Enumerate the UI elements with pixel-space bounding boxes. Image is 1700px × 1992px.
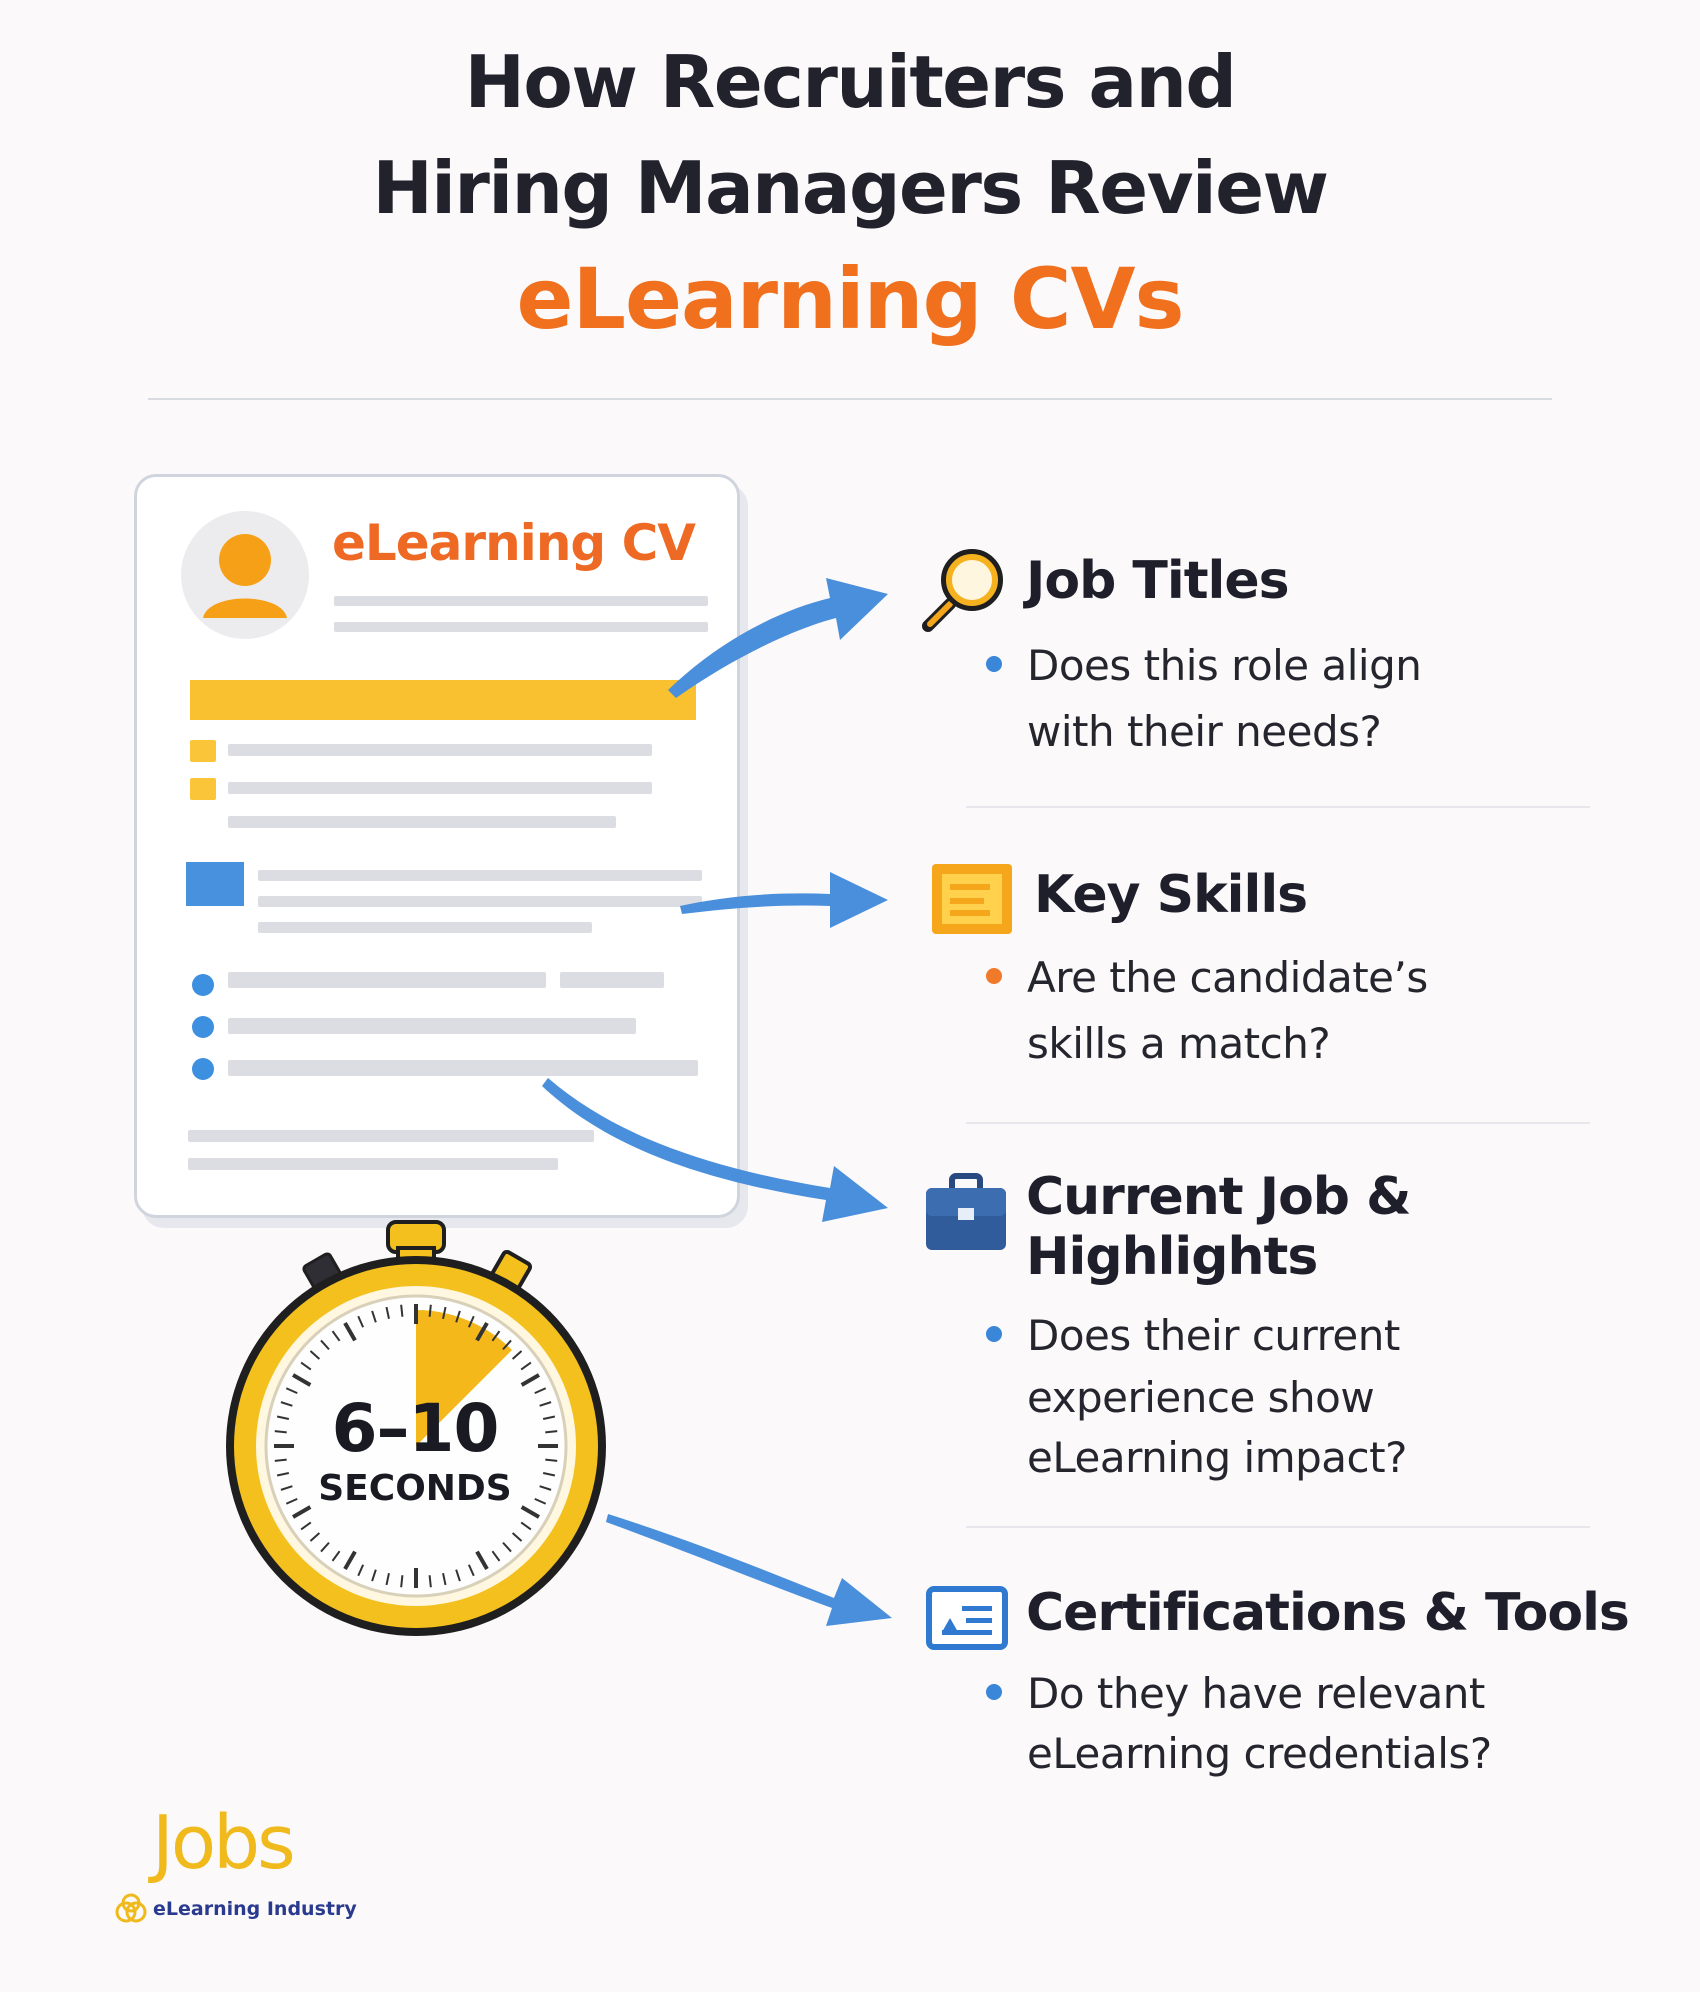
stopwatch-tick: [401, 1305, 402, 1317]
arrow-to-job-titles: [668, 578, 888, 698]
logo-wordmark: Jobs: [152, 1800, 293, 1886]
certificate-icon: [926, 1586, 1008, 1650]
section-divider: [966, 806, 1590, 808]
question-line: Do they have relevant: [1027, 1669, 1485, 1718]
cv-title: eLearning CV: [332, 514, 695, 572]
question-line: experience show: [1027, 1373, 1375, 1422]
title-line-2: Hiring Managers Review: [372, 146, 1328, 230]
question-line: with their needs?: [1027, 707, 1382, 756]
magnifier-icon: [920, 544, 1010, 634]
logo-mark-icon: [114, 1892, 148, 1926]
question-line: Does this role align: [1027, 641, 1422, 690]
title-line-1: How Recruiters and: [464, 40, 1236, 124]
bullet-dot: [986, 1326, 1002, 1342]
section-title-current-job: Current Job &: [1026, 1167, 1411, 1227]
arrow-to-current-job: [542, 1078, 888, 1222]
section-title-job-titles: Job Titles: [1026, 551, 1289, 611]
section-divider: [966, 1526, 1590, 1528]
title-line-3: eLearning CVs: [516, 250, 1184, 348]
question-line: skills a match?: [1027, 1019, 1331, 1068]
stopwatch-tick: [430, 1575, 431, 1587]
question-line: eLearning impact?: [1027, 1433, 1407, 1482]
arrow-to-certifications: [606, 1514, 892, 1626]
stopwatch-tick: [430, 1305, 431, 1317]
section-title-current-job-line-2: Highlights: [1026, 1227, 1318, 1287]
stopwatch-label: SECONDS: [318, 1468, 512, 1509]
stopwatch-tick: [401, 1575, 402, 1587]
arrow-to-key-skills: [680, 872, 888, 928]
stopwatch-number: 6–10: [331, 1390, 499, 1467]
stopwatch-tick: [275, 1460, 287, 1461]
notepad-icon: [930, 862, 1014, 936]
section-divider: [966, 1122, 1590, 1124]
section-title-certifications: Certifications & Tools: [1026, 1583, 1629, 1643]
stopwatch-tick: [545, 1460, 557, 1461]
briefcase-icon: [924, 1172, 1008, 1252]
question-line: eLearning credentials?: [1027, 1729, 1492, 1778]
bullet-dot: [986, 656, 1002, 672]
logo-subtitle: eLearning Industry: [153, 1898, 357, 1920]
bullet-dot: [986, 968, 1002, 984]
section-title-key-skills: Key Skills: [1034, 865, 1308, 925]
question-line: Does their current: [1027, 1311, 1400, 1360]
bullet-dot: [986, 1684, 1002, 1700]
stopwatch-tick: [275, 1431, 287, 1432]
stopwatch-tick: [545, 1431, 557, 1432]
question-line: Are the candidate’s: [1027, 953, 1428, 1002]
